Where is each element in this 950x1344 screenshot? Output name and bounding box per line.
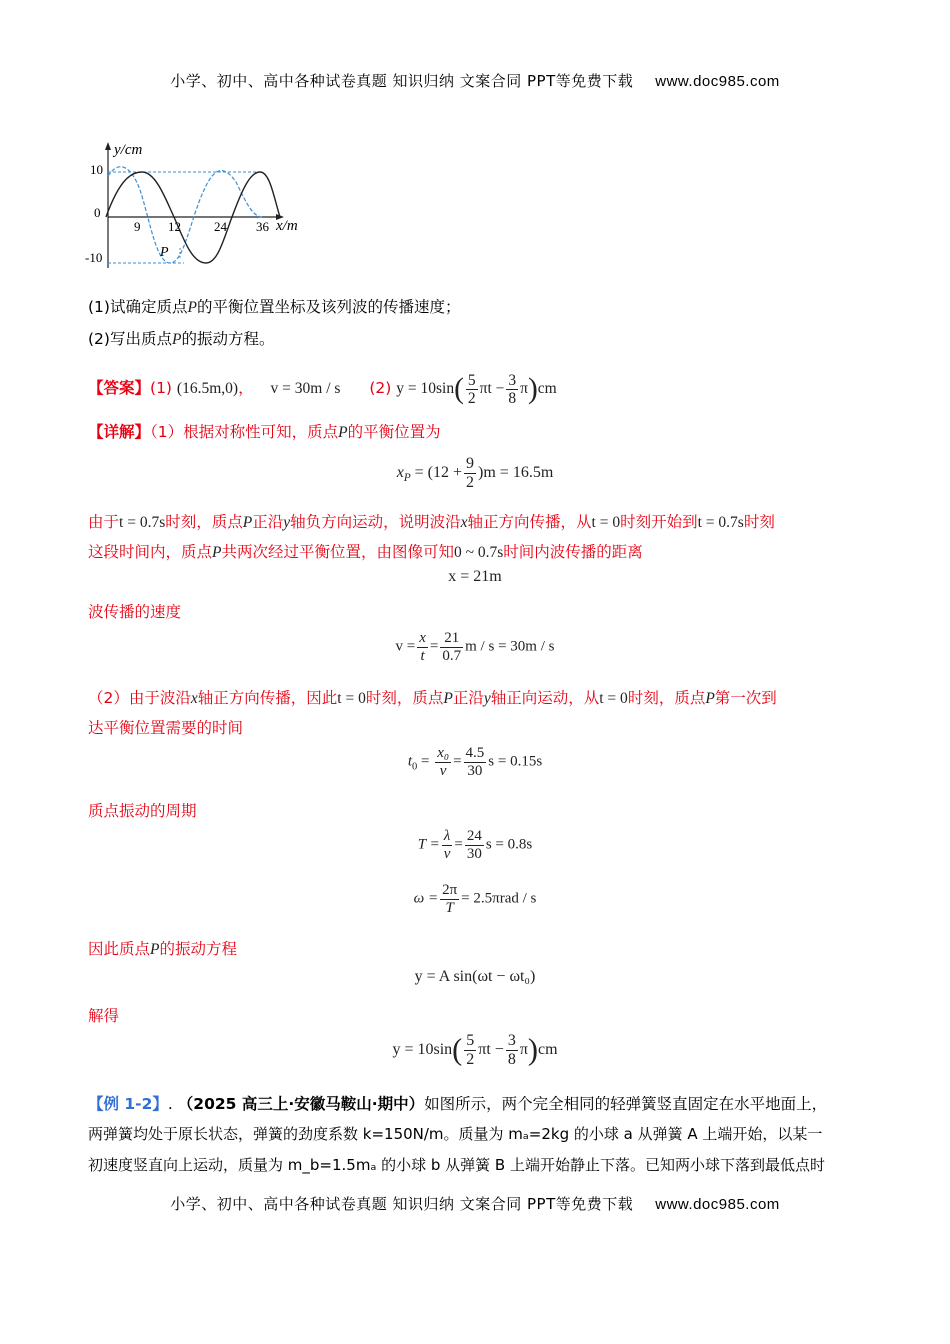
equation-T: T = $\frac{\lambda}{v}$ = $\frac{24}{30}$ s = 0.8s xyxy=(417,828,533,862)
answer-line: 【答案】(1) (16.5m,0)， v = 30m / s (2) y = 10sin( $\frac{5}{2}$ πt − $\frac{3}{8}$ π)cm xyxy=(88,372,557,408)
footer-url[interactable]: www.doc985.com xyxy=(655,1196,780,1213)
page-header xyxy=(0,70,950,91)
origin-label: 0 xyxy=(94,205,101,220)
equation-x: x = 21m xyxy=(448,568,502,585)
wave-dashed xyxy=(108,167,262,263)
answer-part2-equation: y = 10sin( $\frac{5}{2}$ πt − $\frac{3}{8}$ π)cm xyxy=(396,372,557,408)
wave-figure xyxy=(84,138,314,273)
point-p-label: P xyxy=(160,245,169,260)
x-axis-label: x/m xyxy=(276,218,298,234)
solution-para2-line2: 达平衡位置需要的时间 xyxy=(88,719,244,737)
footer-text: 小学、初中、高中各种试卷真题 知识归纳 文案合同 PPT等免费下载 xyxy=(170,1195,634,1213)
equation-omega: ω = $\frac{2\pi}{T}$ = 2.5πrad / s xyxy=(413,882,537,916)
equation-t0: $t_0$ = $\frac{\text{x₀}}{v}$ = $\frac{4.5}{30}$ s = 0.15s xyxy=(407,745,543,779)
x-tick-36: 36 xyxy=(256,219,269,234)
equation-final: y = 10sin( $\frac{5}{2}$ πt − $\frac{3}{8}$ π)cm xyxy=(392,1032,558,1068)
question-1: (1)试确定质点P的平衡位置坐标及该列波的传播速度； xyxy=(88,298,461,316)
equation-v: v = $\frac{x}{t}$ = $\frac{21}{0.7}$ m / s = 30m / s xyxy=(395,630,555,664)
solution-para2-line1: （2）由于波沿x轴正方向传播，因此t = 0时刻，质点P正沿y轴正向运动，从t = 0时刻，质点P第一次到 xyxy=(88,689,777,707)
page-footer xyxy=(0,1193,950,1214)
solution-para1-line1: 由于t = 0.7s时刻，质点P正沿y轴负方向运动，说明波沿x轴正方向传播，从t = 0时刻开始到t = 0.7s时刻 xyxy=(88,513,775,531)
y-tick-bottom: -10 xyxy=(85,250,103,265)
x-tick-24: 24 xyxy=(214,219,227,234)
x-tick-9: 9 xyxy=(134,219,141,234)
equation-title: 因此质点P的振动方程 xyxy=(88,940,237,958)
example-line-3: 初速度竖直向上运动，质量为 m_b=1.5mₐ 的小球 b 从弹簧 B 上端开始静止下落。已知两小球下落到最低点时 xyxy=(88,1156,825,1174)
solution-para1-line2: 这段时间内，质点P共两次经过平衡位置，由图像可知0 ~ 0.7s时间内波传播的距离 xyxy=(88,543,643,561)
y-axis-label: y/cm xyxy=(114,142,143,158)
example-line-2: 两弹簧均处于原长状态，弹簧的劲度系数 k=150N/m。质量为 mₐ=2kg 的小球 a 从弹簧 A 上端开始，以某一 xyxy=(88,1125,823,1143)
speed-title: 波传播的速度 xyxy=(88,603,182,621)
x-tick-12: 12 xyxy=(168,219,181,234)
answer-part1-speed: v = 30m / s xyxy=(270,380,341,398)
solution-tag: 【详解】 xyxy=(88,423,151,441)
equation-xp: $x_P = (12$ + $\frac{9}{2}$ )m = 16.5m xyxy=(396,455,554,491)
answer-part1-value: (16.5m,0) xyxy=(176,380,239,398)
solve-label: 解得 xyxy=(88,1007,120,1025)
y-tick-top: 10 xyxy=(90,162,103,177)
answer-tag: 【答案】 xyxy=(88,379,151,398)
solution-intro: 【详解】（1）根据对称性可知，质点P的平衡位置为 xyxy=(88,423,441,441)
equation-general: y = A sin(ωt − ωt₀) xyxy=(414,968,536,985)
header-url[interactable]: www.doc985.com xyxy=(655,73,780,90)
y-axis-arrow xyxy=(105,142,111,150)
header-text: 小学、初中、高中各种试卷真题 知识归纳 文案合同 PPT等免费下载 xyxy=(170,72,634,90)
example-source: （2025 高三上·安徽马鞍山·期中） xyxy=(177,1095,425,1113)
example-tag: 【例 1-2】 xyxy=(88,1095,168,1113)
question-2: (2)写出质点P的振动方程。 xyxy=(88,330,275,348)
example-line-1: 【例 1-2】. （2025 高三上·安徽马鞍山·期中）如图所示，两个完全相同的轻弹簧竖直固定在水平地面上， xyxy=(88,1095,828,1113)
period-title: 质点振动的周期 xyxy=(88,802,197,820)
